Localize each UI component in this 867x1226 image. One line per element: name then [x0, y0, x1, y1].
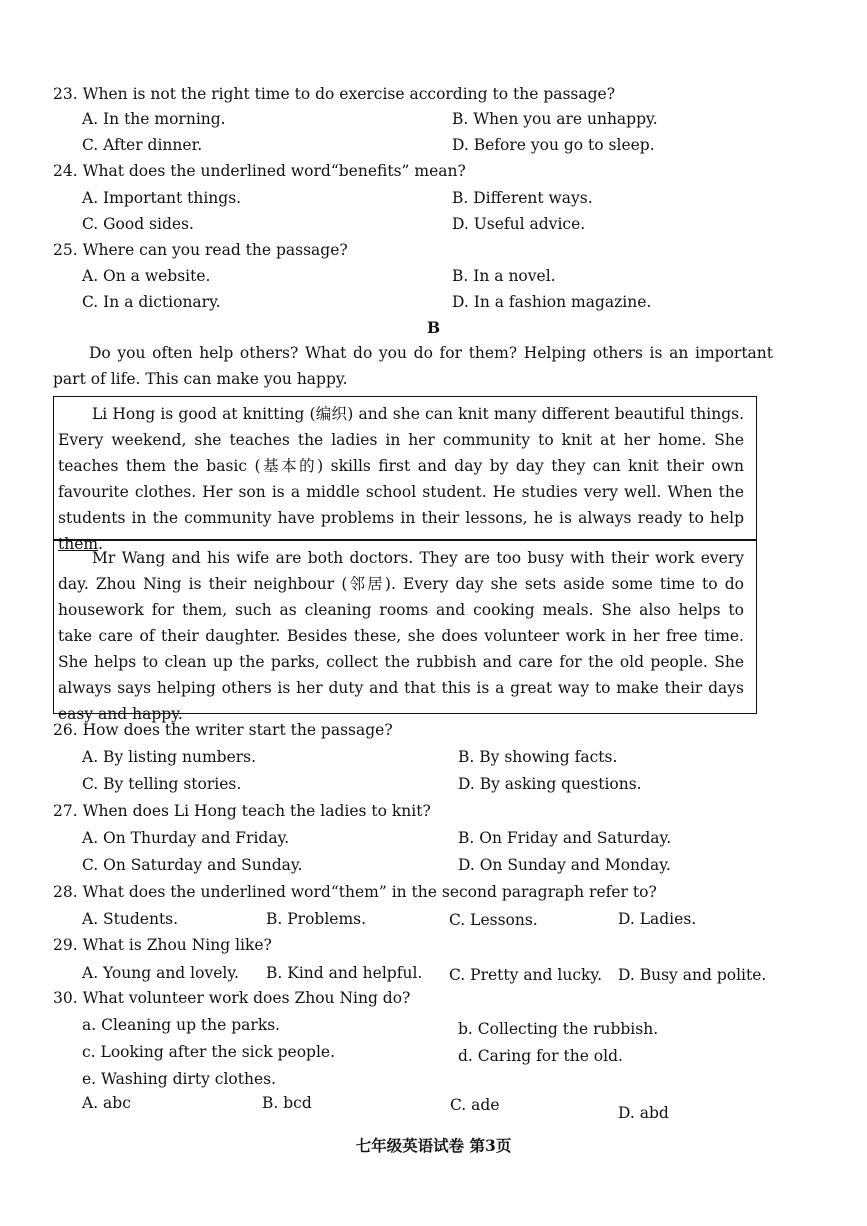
- question-25-stem: 25. Where can you read the passage?: [53, 241, 348, 259]
- question-24-stem-after: mean?: [409, 162, 466, 180]
- question-30-option-c: C. ade: [450, 1096, 500, 1114]
- question-25-option-c: C. In a dictionary.: [82, 293, 221, 311]
- question-27-option-c: C. On Saturday and Sunday.: [82, 856, 303, 874]
- question-23-option-c: C. After dinner.: [82, 136, 203, 154]
- question-26-option-b: B. By showing facts.: [458, 748, 618, 766]
- question-28-option-d: D. Ladies.: [618, 910, 697, 928]
- passage-li-hong-text: Li Hong is good at knitting (编织) and she can knit many different beautiful things. Every weekend, she teaches the ladies in her community to knit at her home. She teaches them the basic (基本的) skills first and day by day they can knit their own favourite clothes. Her son is a middle school student. He studies very well. When the students in the community have problems in their lessons, he is always ready to help: [58, 405, 744, 527]
- question-27-option-d: D. On Sunday and Monday.: [458, 856, 671, 874]
- question-23-option-b: B. When you are unhappy.: [452, 110, 658, 128]
- passage-li-hong-end: .: [98, 535, 104, 553]
- question-30-item-d: d. Caring for the old.: [458, 1047, 623, 1065]
- section-b-intro: Do you often help others? What do you do for them? Helping others is an important part of life. This can make you happy.: [53, 344, 773, 388]
- question-29-option-c: C. Pretty and lucky.: [449, 966, 603, 984]
- question-29-option-b: B. Kind and helpful.: [266, 964, 423, 982]
- question-28-option-b: B. Problems.: [266, 910, 367, 928]
- question-26-option-d: D. By asking questions.: [458, 775, 642, 793]
- question-24-option-b: B. Different ways.: [452, 189, 593, 207]
- question-28-option-a: A. Students.: [82, 910, 179, 928]
- question-25-option-d: D. In a fashion magazine.: [452, 293, 652, 311]
- question-28-stem: [53, 885, 657, 901]
- question-24-stem-before: 24. What does the underlined word: [53, 162, 331, 180]
- question-29-stem: 29. What is Zhou Ning like?: [53, 936, 272, 954]
- question-26-stem: 26. How does the writer start the passage?: [53, 721, 393, 739]
- question-24-stem-word: “benefits”: [330, 162, 410, 180]
- question-27-option-a: A. On Thurday and Friday.: [82, 829, 290, 847]
- question-29-option-a: A. Young and lovely.: [82, 964, 239, 982]
- passage-li-hong: [58, 401, 744, 557]
- question-30-option-a: A. abc: [82, 1094, 131, 1112]
- question-28-stem-before: 28. What does the underlined word: [53, 883, 331, 901]
- question-30-item-a: a. Cleaning up the parks.: [82, 1016, 281, 1034]
- question-29-option-d: D. Busy and polite.: [618, 966, 767, 984]
- question-30-item-b: b. Collecting the rubbish.: [458, 1020, 659, 1038]
- question-28-option-c: C. Lessons.: [449, 911, 538, 929]
- question-30-stem: 30. What volunteer work does Zhou Ning do?: [53, 989, 411, 1007]
- question-24-stem: [53, 164, 466, 180]
- question-25-option-b: B. In a novel.: [452, 267, 556, 285]
- question-24-option-c: C. Good sides.: [82, 215, 194, 233]
- question-26-option-a: A. By listing numbers.: [82, 748, 257, 766]
- passage-box-zhou-ning: [53, 540, 757, 723]
- underlined-word-them: them: [58, 535, 99, 553]
- question-30-option-d: D. abd: [618, 1104, 669, 1122]
- question-30-item-c: c. Looking after the sick people.: [82, 1043, 336, 1061]
- question-23-stem: 23. When is not the right time to do exercise according to the passage?: [53, 85, 616, 103]
- question-27-option-b: B. On Friday and Saturday.: [458, 829, 672, 847]
- question-30-option-b: B. bcd: [262, 1094, 312, 1112]
- passage-box-li-hong: [53, 396, 757, 553]
- section-b-heading: B: [426, 318, 441, 337]
- question-24-option-a: A. Important things.: [82, 189, 242, 207]
- passage-zhou-ning: Mr Wang and his wife are both doctors. They are too busy with their work every day. Zhou Ning is their neighbour (邻居). Every day she sets aside some time to do housework for them, such as cleaning rooms and cooking meals. She also helps to take care of their daughter. Besides these, she does volunteer work in her free time. She helps to clean up the parks, collect the rubbish and care for the old people. She always says helping others is her duty and that this is a great way to make their days easy and happy.: [58, 549, 744, 723]
- page-footer: 七年级英语试卷 第3页: [355, 1136, 512, 1155]
- question-28-stem-after: in the second paragraph refer to?: [386, 883, 657, 901]
- question-23-option-a: A. In the morning.: [82, 110, 226, 128]
- question-23-option-d: D. Before you go to sleep.: [452, 136, 655, 154]
- question-26-option-c: C. By telling stories.: [82, 775, 242, 793]
- question-24-option-d: D. Useful advice.: [452, 215, 586, 233]
- question-25-option-a: A. On a website.: [82, 267, 211, 285]
- question-28-stem-word: “them”: [330, 883, 387, 901]
- question-30-item-e: e. Washing dirty clothes.: [82, 1070, 277, 1088]
- question-27-stem: 27. When does Li Hong teach the ladies to knit?: [53, 802, 431, 820]
